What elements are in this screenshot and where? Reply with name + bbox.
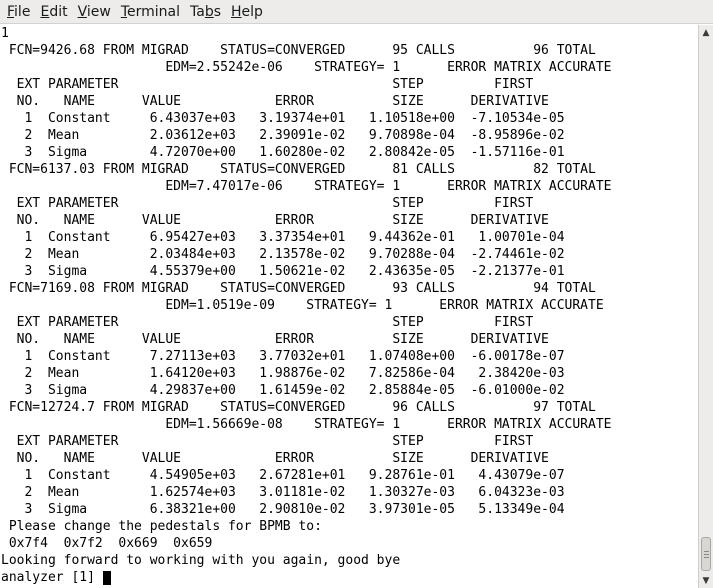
menubar [0,0,713,24]
menu-help-mnemonic: H [231,3,242,20]
terminal-line: FCN=9426.68 FROM MIGRAD STATUS=CONVERGED 95 CALLS 96 TOTAL [1,43,596,58]
menu-edit-rest: dit [49,3,68,20]
vertical-scrollbar[interactable] [698,25,713,588]
terminal-line: EDM=1.56669e-08 STRATEGY= 1 ERROR MATRIX ACCURATE [1,417,612,432]
terminal-line: 2 Mean 1.62574e+03 3.01181e-02 1.30327e-03 6.04323e-03 [1,485,565,500]
menu-edit-mnemonic: E [40,3,50,20]
terminal-line: 3 Sigma 4.72070e+00 1.60280e-02 2.80842e-05 -1.57116e-01 [1,145,565,160]
prompt-text: analyzer [1] [1,570,103,585]
terminal-line: 1 Constant 4.54905e+03 2.67281e+01 9.28761e-01 4.43079e-07 [1,468,565,483]
menu-tabs[interactable] [185,0,226,24]
menu-file-mnemonic: F [7,3,15,20]
menu-tabs-pre: Ta [190,3,205,20]
terminal-line: FCN=12724.7 FROM MIGRAD STATUS=CONVERGED 96 CALLS 97 TOTAL [1,400,596,415]
terminal-line: EXT PARAMETER STEP FIRST [1,315,534,330]
thumb-grip [704,557,709,558]
scroll-up-arrow-icon[interactable]: ▲ [702,27,710,38]
terminal-line: 3 Sigma 4.55379e+00 1.50621e-02 2.43635e-05 -2.21377e-01 [1,264,565,279]
menu-help[interactable] [226,0,268,24]
menu-terminal-rest: erminal [127,3,180,20]
menu-view-mnemonic: V [77,3,87,20]
terminal-line: EDM=1.0519e-09 STRATEGY= 1 ERROR MATRIX ACCURATE [1,298,604,313]
prompt-line[interactable] [1,569,697,586]
text-cursor [103,571,111,585]
menu-file-rest: ile [14,3,31,20]
terminal-line: FCN=7169.08 FROM MIGRAD STATUS=CONVERGED 93 CALLS 94 TOTAL [1,281,596,296]
thumb-grip [704,551,709,552]
terminal-line: 0x7f4 0x7f2 0x669 0x659 [1,536,213,551]
scroll-down-arrow-icon[interactable]: ▼ [702,575,710,586]
terminal-line: 2 Mean 2.03484e+03 2.13578e-02 9.70288e-04 -2.74461e-02 [1,247,565,262]
terminal-line: FCN=6137.03 FROM MIGRAD STATUS=CONVERGED 81 CALLS 82 TOTAL [1,162,596,177]
terminal-output[interactable] [0,25,697,588]
terminal-line: Looking forward to working with you again, good bye [1,553,401,568]
terminal-line: EDM=2.55242e-06 STRATEGY= 1 ERROR MATRIX ACCURATE [1,60,612,75]
menu-help-rest: elp [241,3,263,20]
terminal-line: NO. NAME VALUE ERROR SIZE DERIVATIVE [1,451,549,466]
terminal-line: 1 Constant 6.43037e+03 3.19374e+01 1.10518e+00 -7.10534e-05 [1,111,565,126]
menu-file[interactable] [2,0,35,24]
menu-edit[interactable] [35,0,72,24]
scroll-thumb[interactable] [701,537,711,571]
terminal-line: NO. NAME VALUE ERROR SIZE DERIVATIVE [1,94,549,109]
menu-tabs-rest: s [213,3,222,20]
terminal-line: NO. NAME VALUE ERROR SIZE DERIVATIVE [1,332,549,347]
terminal-line: EXT PARAMETER STEP FIRST [1,434,534,449]
terminal-line: 2 Mean 2.03612e+03 2.39091e-02 9.70898e-04 -8.95896e-02 [1,128,565,143]
terminal-line: 2 Mean 1.64120e+03 1.98876e-02 7.82586e-04 2.38420e-03 [1,366,565,381]
terminal-line: EXT PARAMETER STEP FIRST [1,196,534,211]
menu-terminal[interactable] [116,0,185,24]
terminal-line: 3 Sigma 4.29837e+00 1.61459e-02 2.85884e-05 -6.01000e-02 [1,383,565,398]
terminal-line: NO. NAME VALUE ERROR SIZE DERIVATIVE [1,213,549,228]
terminal-line: Please change the pedestals for BPMB to: [1,519,322,534]
terminal-line: 3 Sigma 6.38321e+00 2.90810e-02 3.97301e-05 5.13349e-04 [1,502,565,517]
menu-view[interactable] [73,0,116,24]
terminal-line: EXT PARAMETER STEP FIRST [1,77,534,92]
menu-tabs-mnemonic: b [204,3,214,20]
terminal-line: EDM=7.47017e-06 STRATEGY= 1 ERROR MATRIX ACCURATE [1,179,612,194]
terminal-line: 1 [1,26,9,41]
terminal-line: 1 Constant 6.95427e+03 3.37354e+01 9.44362e-01 1.00701e-04 [1,230,565,245]
menu-terminal-mnemonic: T [120,3,127,20]
thumb-grip [704,554,709,555]
menu-view-rest: iew [86,3,111,20]
terminal-line: 1 Constant 7.27113e+03 3.77032e+01 1.07408e+00 -6.00178e-07 [1,349,565,364]
